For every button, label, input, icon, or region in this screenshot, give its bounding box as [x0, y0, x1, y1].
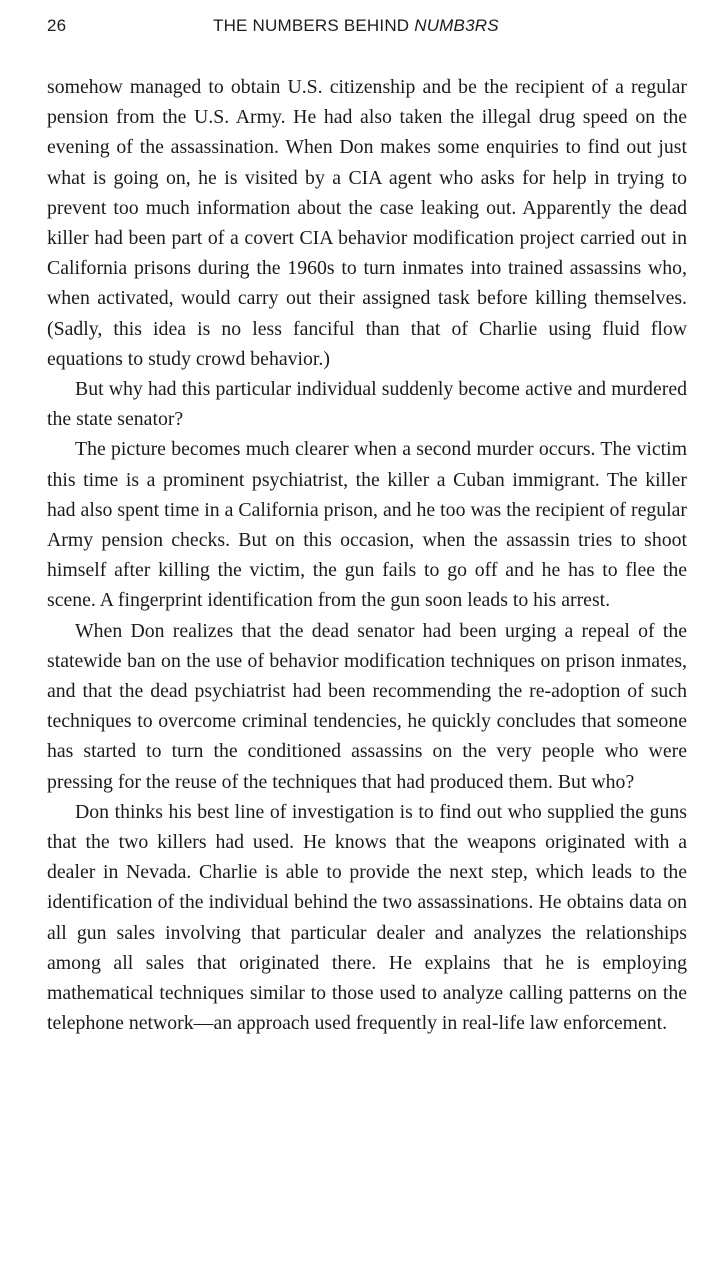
page-number: 26: [47, 16, 67, 35]
paragraph: When Don realizes that the dead senator had been urging a repeal of the statewide ban on the use of behavior modification techniques on prison inmates, and that the dead psychiatrist had been recommending the re-adoption of such techniques to overcome criminal tendencies, he quickly concludes that someone has started to turn the conditioned assassins on the very people who were pressing for the reuse of the techniques that had produced them. But who?: [47, 619, 687, 793]
running-title: [213, 16, 499, 36]
paragraph: But why had this particular individual suddenly become active and murdered the state senator?: [47, 378, 687, 431]
running-title-italic: NUMB3RS: [414, 16, 499, 35]
running-title-prefix: THE NUMBERS BEHIND: [213, 16, 415, 35]
paragraph-continued: somehow managed to obtain U.S. citizenship and be the recipient of a regular pension from the U.S. Army. He had also taken the illegal drug speed on the evening of the assassination. When Don makes some enquiries to find out just what is going on, he is visited by a CIA agent who asks for help in trying to prevent too much information about the case leaking out. Apparently the dead killer had been part of a covert CIA behavior modification project carried out in California prisons during the 1960s to turn inmates into trained assassins who, when activated, would carry out their assigned task before killing themselves. (Sadly, this idea is no less fanciful than that of Charlie using fluid flow equations to study crowd behavior.): [47, 76, 687, 370]
running-head: [47, 14, 687, 44]
paragraph: The picture becomes much clearer when a second murder occurs. The victim this time is a prominent psychiatrist, the killer a Cuban immigrant. The killer had also spent time in a California prison, and he too was the recipient of regular Army pension checks. But on this occasion, when the assassin tries to shoot himself after killing the victim, the gun fails to go off and he has to flee the scene. A fingerprint identification from the gun soon leads to his arrest.: [47, 438, 687, 612]
paragraph: Don thinks his best line of investigation is to find out who supplied the guns that the two killers had used. He knows that the weapons originated with a dealer in Nevada. Charlie is able to provide the next step, which leads to the identification of the individual behind the two assassinations. He obtains data on all gun sales involving that particular dealer and analyzes the relationships among all sales that originated there. He explains that he is employing mathematical techniques similar to those used to analyze calling patterns on the telephone network—an approach used frequently in real-life law enforcement.: [47, 800, 687, 1035]
body-text: [47, 72, 687, 1039]
